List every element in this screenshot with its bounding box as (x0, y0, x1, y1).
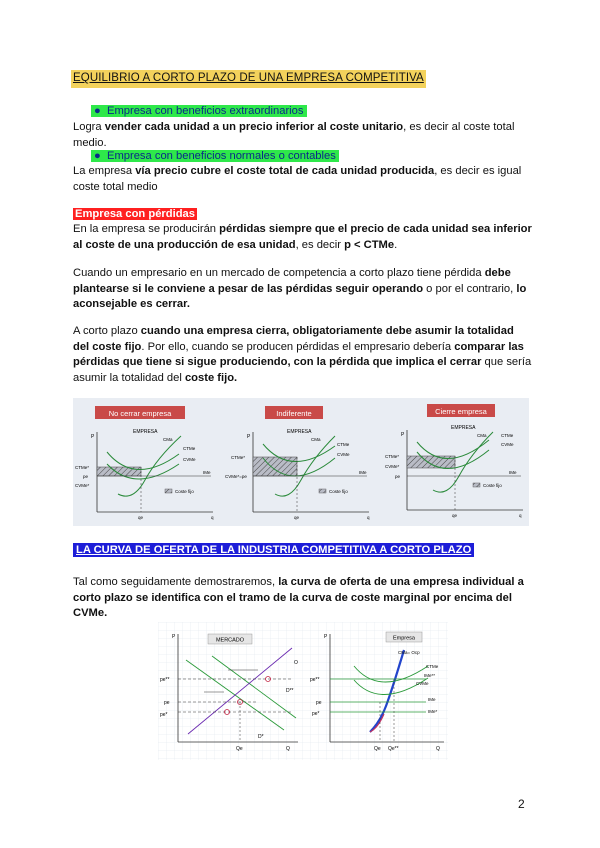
text: A corto plazo (73, 325, 141, 337)
legend-swatch (319, 489, 326, 493)
panel-tag-text: No cerrar empresa (108, 409, 172, 418)
losses-heading (73, 207, 197, 223)
page-title (71, 70, 426, 88)
bold-text: debe plantearse si le conviene a pesar de las pérdidas seguir operando (73, 267, 511, 295)
axis-label: P (401, 432, 405, 438)
losses-heading-text: Empresa con pérdidas (75, 208, 195, 220)
para-extra (73, 120, 533, 151)
text: que sería asumir la totalidad del (73, 356, 532, 384)
para-normal (73, 164, 533, 195)
x-axis-label: q (367, 515, 370, 520)
y-label: CTMe* (385, 454, 400, 459)
bullet-normal-text: Empresa con beneficios normales o contables (106, 150, 336, 162)
bullet-extra-label (91, 105, 307, 117)
bold-text: vender cada unidad a un precio inferior al coste unitario (104, 121, 404, 133)
para-empresario (73, 266, 533, 313)
text: Tal como seguidamente demostraremos, (73, 576, 279, 588)
curve-label: CTMe (426, 664, 439, 669)
price-label: pe** (160, 677, 170, 683)
curve-label: CMa (163, 437, 173, 442)
axis-label: P (91, 434, 95, 440)
legend-text: Coste fijo (175, 489, 194, 494)
bullet-dot-icon: ● (94, 105, 104, 117)
curve-label: IMe* (428, 709, 438, 714)
bullet-normal-label (91, 150, 339, 162)
bullet-extra-text: Empresa con beneficios extraordinarios (106, 105, 304, 117)
bold-text: la curva de oferta de una empresa individual a corto plazo se identifica con el tramo de la curva de coste marginal por encima del CVMe. (73, 576, 524, 619)
price-label: pe (316, 700, 322, 706)
curve-label: O (294, 660, 298, 666)
para-losses (73, 222, 533, 253)
curve-label: CMa (477, 433, 487, 438)
y-label: pe (83, 474, 89, 479)
bold-text: coste fijo. (184, 371, 238, 384)
axis-label: P (324, 634, 328, 640)
bold-text: p < CTMe (344, 238, 395, 251)
text: , es decir (295, 238, 345, 251)
fixed-cost-area (407, 456, 455, 468)
panel-title: EMPRESA (287, 429, 312, 435)
market-tag-text: MERCADO (215, 637, 245, 644)
bold-text: lo aconsejable es cerrar. (73, 282, 527, 310)
grid-background (158, 622, 448, 760)
fixed-cost-area (253, 457, 297, 476)
y-label: CVMe* (75, 483, 90, 488)
curve-label: CMa (311, 437, 321, 442)
text: . Por ello, cuando se producen pérdidas el empresario debería (141, 340, 455, 353)
panel-title: EMPRESA (451, 425, 476, 431)
axis-label: P (172, 634, 176, 640)
figure-short-run-panels (73, 398, 529, 526)
y-label: CVMe* (385, 464, 400, 469)
axis-label: P (247, 434, 251, 440)
curve-label: IMe (359, 470, 367, 475)
curve-label: D* (258, 734, 264, 740)
figure-supply-curve (158, 622, 448, 760)
bullet-normal (91, 149, 339, 165)
curve-label: IMe (428, 697, 436, 702)
text: La empresa (73, 165, 136, 177)
section-heading-text: LA CURVA DE OFERTA DE LA INDUSTRIA COMPETITIVA A CORTO PLAZO (73, 543, 474, 557)
y-label: CTMe* (75, 465, 90, 470)
x-axis-label: q (211, 515, 214, 520)
legend-swatch (165, 489, 172, 493)
curve-label: CTMe (337, 442, 350, 447)
text: . (394, 238, 398, 251)
x-axis-label: Q (286, 746, 290, 752)
bold-text: pérdidas siempre que el precio de cada unidad sea inferior al coste de una producción de esa unidad (73, 223, 532, 251)
y-label: CVMe*=pe (225, 474, 247, 479)
y-label: CTMe* (231, 455, 246, 460)
price-label: pe* (312, 711, 320, 717)
fixed-cost-area (97, 467, 141, 476)
text: Cuando un empresario en un mercado de competencia a corto plazo tiene pérdida (73, 267, 485, 279)
text: , es decir al coste total medio. (73, 121, 515, 149)
x-label: qe (294, 515, 300, 520)
curve-label: D** (286, 688, 294, 694)
curve-label: IMe** (424, 673, 436, 678)
panel-title: EMPRESA (133, 429, 158, 435)
x-label: qe (452, 513, 458, 518)
text: En la empresa se producirán (73, 223, 220, 235)
curve-label: IMe (509, 470, 517, 475)
x-label: qe (138, 515, 144, 520)
curve-label: IMe (203, 470, 211, 475)
legend-swatch (473, 483, 480, 487)
curve-label: CVMe (183, 457, 196, 462)
bold-text: vía precio cubre el coste total de cada unidad producida (135, 165, 435, 177)
text: Logra (73, 121, 105, 133)
curve-label: CVMe (337, 452, 350, 457)
y-label: pe (395, 474, 401, 479)
bullet-extra (91, 104, 307, 120)
title-text: EQUILIBRIO A CORTO PLAZO DE UNA EMPRESA COMPETITIVA (73, 72, 424, 84)
x-axis-label: q (519, 513, 522, 518)
firm-tag-text: Empresa (392, 635, 416, 642)
price-label: pe (164, 700, 170, 706)
x-label: Qe (374, 746, 381, 752)
curve-label: CTMe (501, 433, 514, 438)
text: , es decir es igual coste total medio (73, 165, 522, 193)
x-label: Qe (236, 746, 243, 752)
page-number: 2 (518, 797, 525, 811)
section-heading (73, 543, 474, 559)
bold-text: comparar las pérdidas que tiene si sigue produciendo, con la pérdida que implica el cerrar (73, 340, 524, 368)
panel-tag-text: Indiferente (276, 409, 312, 418)
curve-label: CMa= Ocp (398, 650, 420, 655)
bold-text: cuando una empresa cierra, obligatoriamente debe asumir la totalidad del coste fijo (73, 325, 514, 353)
curve-label: CTMe (183, 446, 196, 451)
price-label: pe** (310, 677, 320, 683)
price-label: pe* (160, 712, 168, 718)
x-axis-label: Q (436, 746, 440, 752)
legend-text: Coste fijo (329, 489, 348, 494)
text: o por el contrario, (423, 282, 517, 295)
bullet-dot-icon: ● (94, 150, 104, 162)
curve-label: CVMe (501, 442, 514, 447)
legend-text: Coste fijo (483, 483, 502, 488)
panel-tag-text: Cierre empresa (435, 407, 487, 416)
para-cierre (73, 324, 533, 386)
para-oferta (73, 575, 533, 622)
curve-label: CVMe (416, 681, 429, 686)
x-label: Qe** (388, 746, 399, 752)
